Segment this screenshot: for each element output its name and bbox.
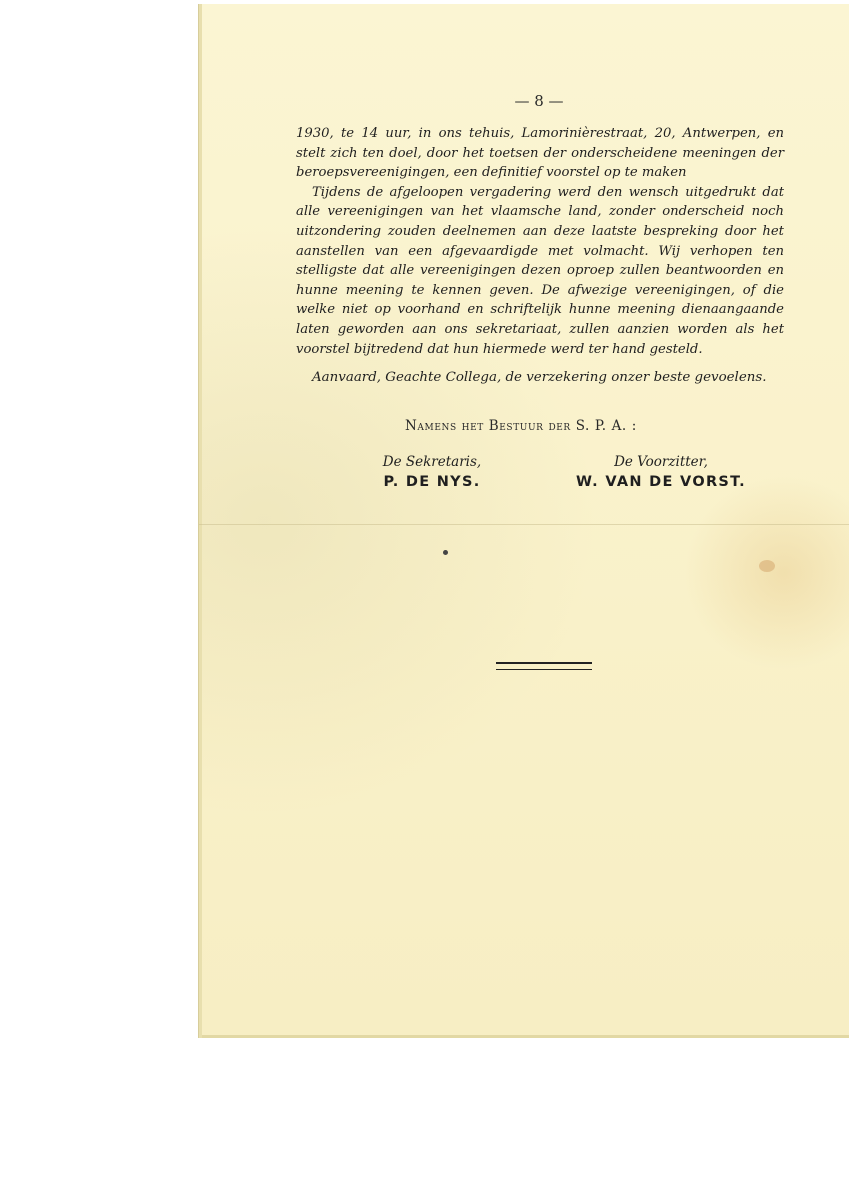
- ink-speck: [443, 550, 448, 555]
- closing-double-rule: [496, 662, 592, 670]
- letter-body: [296, 124, 784, 359]
- paragraph-request: Tijdens de afgeloopen vergadering werd den wensch uitgedrukt dat alle vereenigingen van het vlaamsche land, zonder onderscheid noch uitzondering zouden deelnemen aan deze laatste bespreking door het aanstellen van een afgevaardigde met volmacht. Wij verhopen ten stelligste dat alle vereenigingen dezen oproep zullen beantwoorden en hunne meening te kennen geven. De afwezige vereenigingen, of die welke niet op voorhand en schriftelijk hunne meening dienaangaande laten geworden aan ons sekretariaat, zullen aanzien worden als het voorstel bijtredend dat hun hiermede werd ter hand gesteld.: [296, 184, 784, 357]
- document-page: [198, 4, 849, 1038]
- board-signature-line: Namens het Bestuur der S. P. A. :: [405, 418, 637, 434]
- page-fold-line: [199, 524, 849, 525]
- signature-secretary: [357, 454, 507, 490]
- paragraph-continuation: 1930, te 14 uur, in ons tehuis, Lamorinièrestraat, 20, Antwerpen, en stelt zich ten doel, door het toetsen der onderscheidene meeningen der beroepsvereenigingen, een definitief voorstel op te maken: [296, 126, 784, 181]
- signatory-role: De Sekretaris,: [382, 454, 482, 470]
- closing-salutation: Aanvaard, Geachte Collega, de verzekering onzer beste gevoelens.: [312, 370, 767, 385]
- signature-chairman: [561, 454, 761, 490]
- signatory-name: W. VAN DE VORST.: [576, 474, 746, 490]
- page-number: — 8 —: [514, 92, 564, 110]
- signatory-role: De Voorzitter,: [614, 454, 708, 470]
- signatory-name: P. DE NYS.: [383, 474, 481, 490]
- paper-stain: [759, 560, 775, 572]
